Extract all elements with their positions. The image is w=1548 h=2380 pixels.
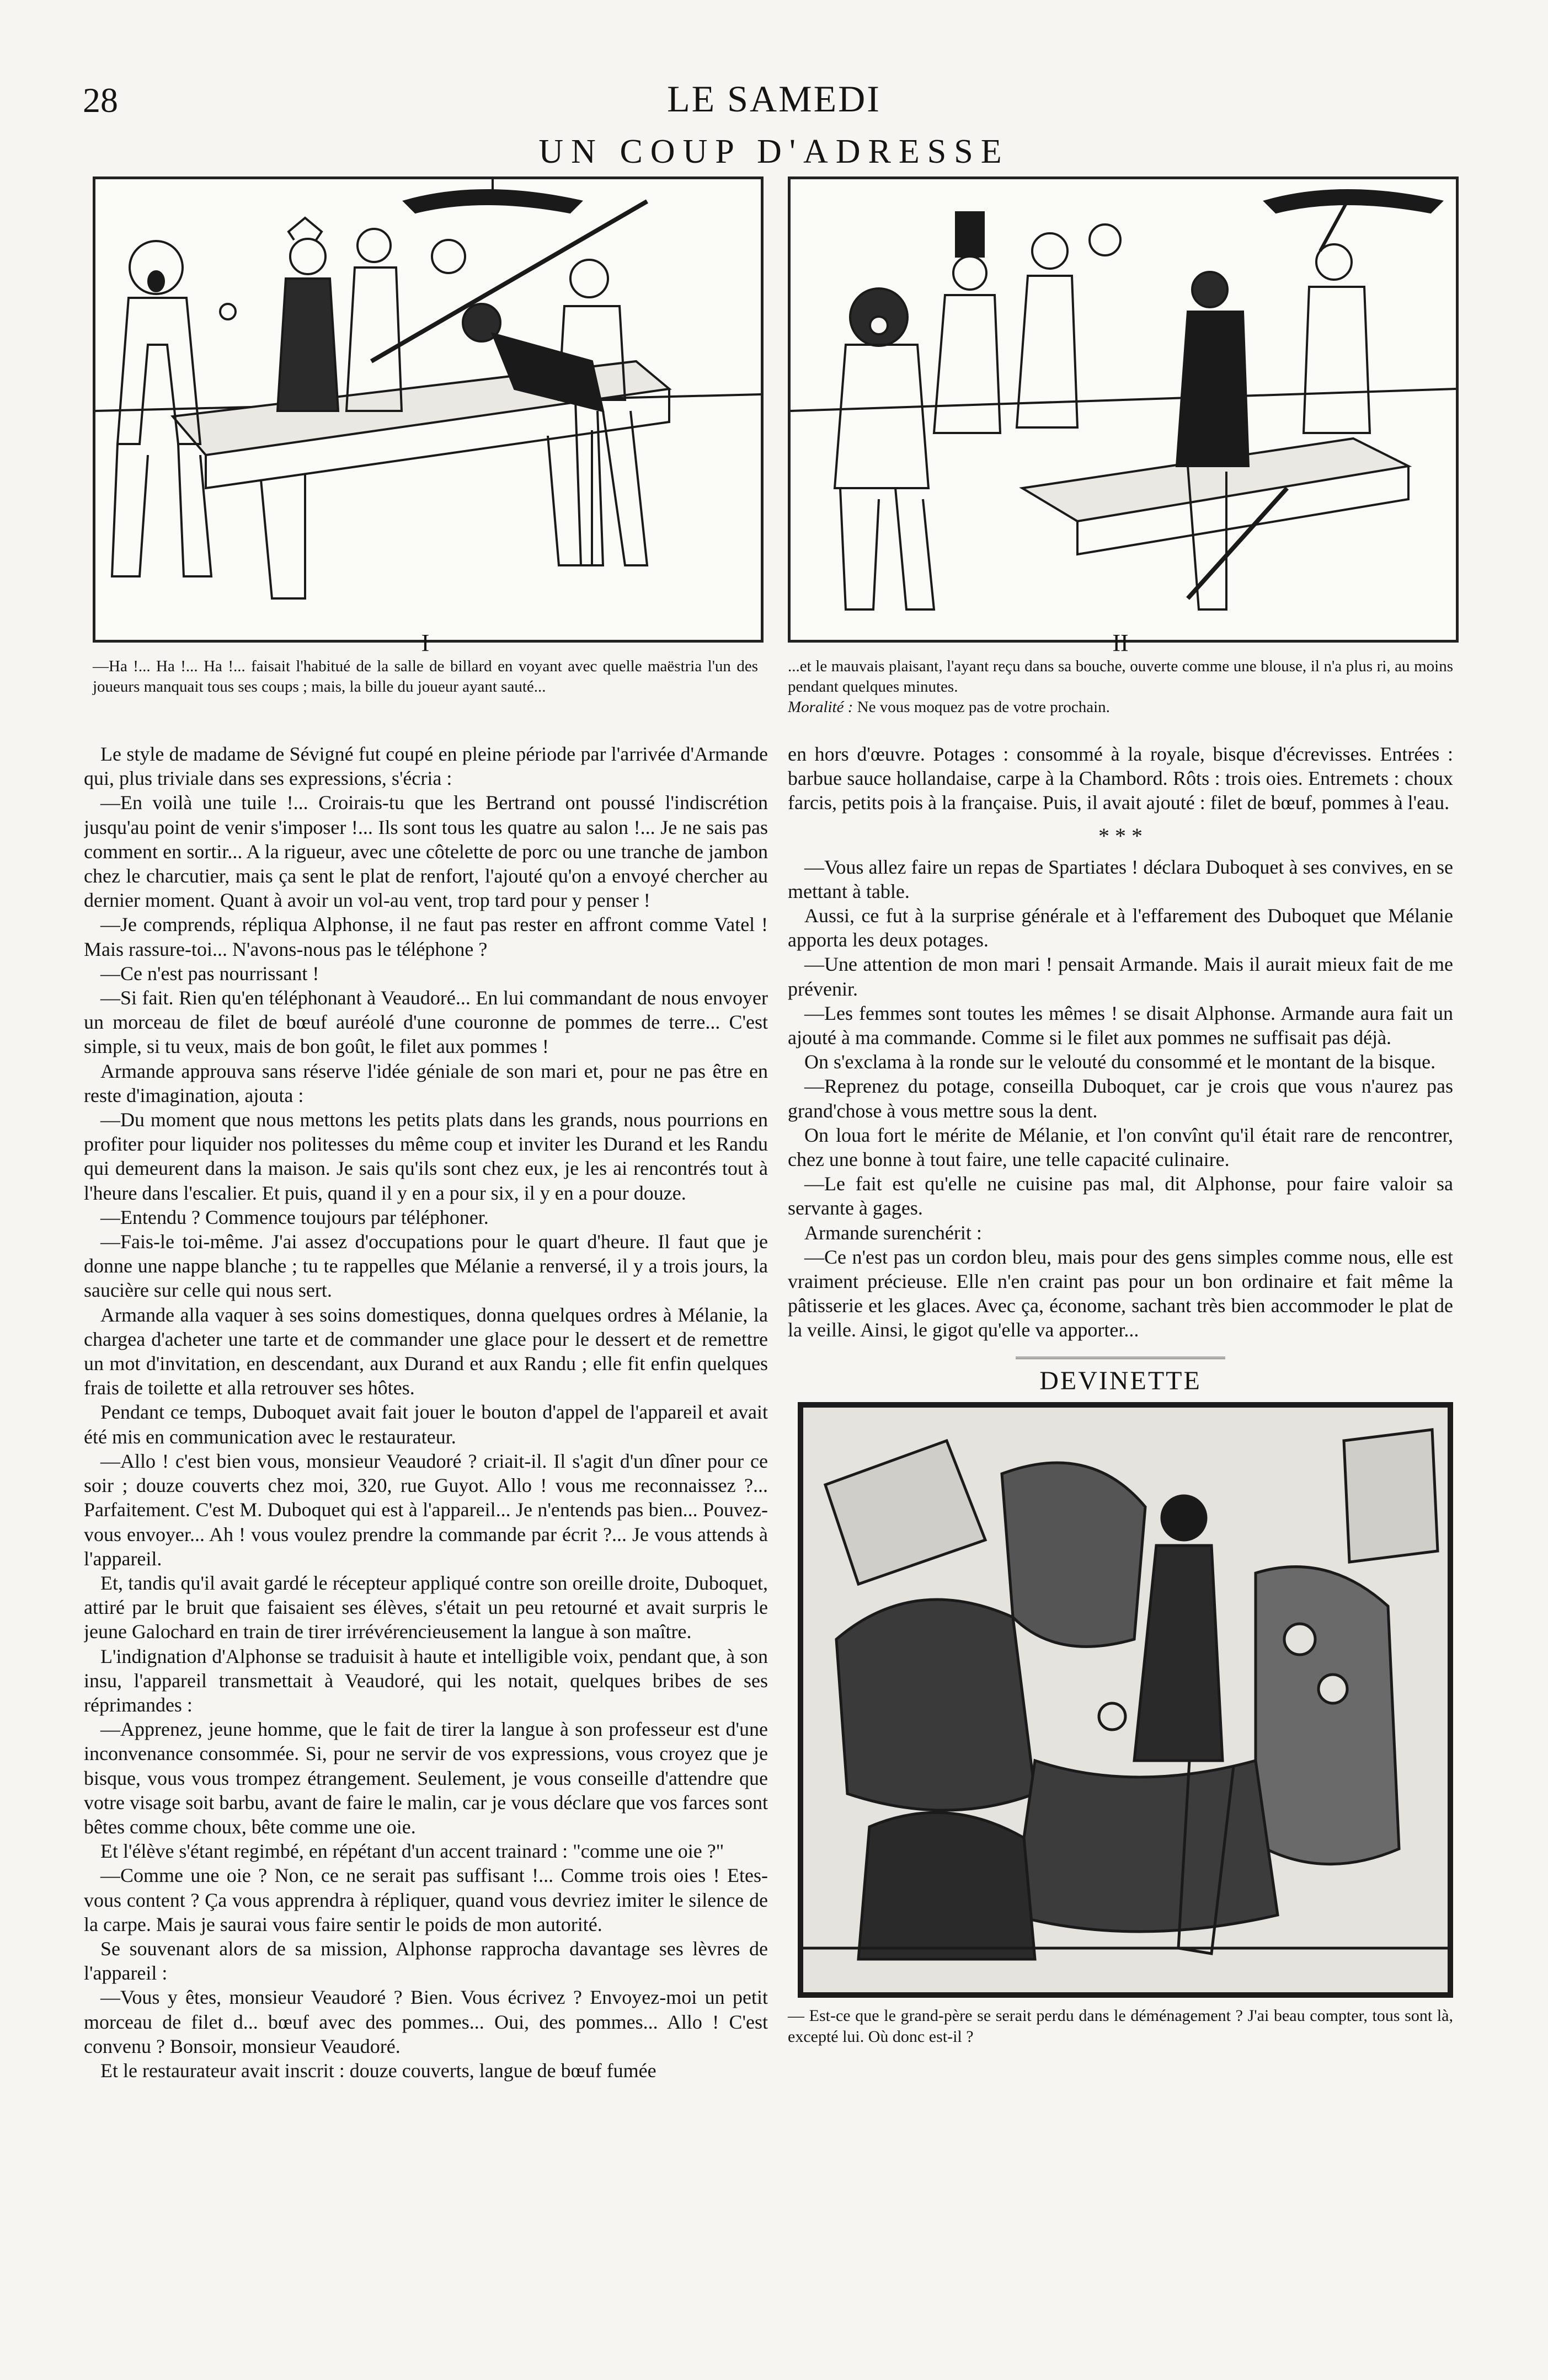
devinette-title: DEVINETTE: [1039, 1366, 1202, 1395]
paragraph: —Je comprends, répliqua Alphonse, il ne faut pas rester en affront comme Vatel ! Mais rassure-toi... N'avons-nous pas le téléphone ?: [84, 913, 768, 960]
paragraph: —Entendu ? Commence toujours par téléphoner.: [100, 1206, 489, 1228]
paragraph: —Vous allez faire un repas de Spartiates ! déclara Duboquet à ses convives, en se mettant à table.: [788, 855, 1453, 902]
paragraph: —Une attention de mon mari ! pensait Armande. Mais il aurait mieux fait de me prévenir.: [788, 953, 1453, 1000]
comic-title: UN COUP D'ADRESSE: [538, 133, 1010, 170]
paragraph: —Apprenez, jeune homme, que le fait de tirer la langue à son professeur est d'une inconvenance consommée. Si, pour ne servir de vos expressions, vous croyez que je bisque, vous vous trompez étrangement. Seulement, je vous conseille d'attendre que votre visage soit barbu, avant de faire le malin, car je vous déclare que vos farces sont bêtes comme choux, bête comme une oie.: [84, 1718, 768, 1838]
section-stars: * * *: [1098, 823, 1143, 848]
devinette-caption: — Est-ce que le grand-père se serait perdu dans le déménagement ? J'ai beau compter, tous sont là, excepté lui. Où donc est-il ?: [788, 2006, 1453, 2046]
panel-2-numeral: II: [1112, 629, 1129, 656]
devinette-illustration: [798, 1402, 1453, 1998]
paragraph: On s'exclama à la ronde sur le velouté du consommé et le montant de la bisque.: [804, 1051, 1436, 1073]
paragraph: —Les femmes sont toutes les mêmes ! se disait Alphonse. Armande aura fait un ajouté à ma commande. Comme si le filet aux pommes ne suffisait pas déjà.: [788, 1002, 1453, 1049]
paragraph: Le style de madame de Sévigné fut coupé en pleine période par l'arrivée d'Armande qui, plus triviale dans ses expressions, s'écria :: [84, 743, 768, 790]
paragraph: —En voilà une tuile !... Croirais-tu que les Bertrand ont poussé l'indiscrétion jusqu'au point de venir s'imposer !... Ils sont tous les quatre au salon !... Je ne sais pas comment en sortir... A la rigueur, avec une côtelette de porc ou une tranche de jambon chez le charcutier, mais ça sent le plat de renfort, l'ajouté qu'on a envoyé chercher au dernier moment. Quant à avoir un vol-au vent, trop tard pour y penser !: [84, 791, 768, 912]
running-title: LE SAMEDI: [667, 78, 881, 120]
paragraph: Et l'élève s'étant regimbé, en répétant d'un accent trainard : "comme une oie ?": [100, 1840, 724, 1863]
comic-panel-2: [788, 177, 1459, 643]
paragraph: On loua fort le mérite de Mélanie, et l'on convînt qu'il était rare de rencontrer, chez une bonne à tout faire, une telle capacité culinaire.: [788, 1124, 1453, 1171]
billiard-scene-illustration-2: [791, 179, 1456, 640]
article-left-column: [84, 742, 768, 2319]
paragraph: —Vous y êtes, monsieur Veaudoré ? Bien. Vous écrivez ? Envoyez-moi un petit morceau de filet d... bœuf avec des pommes... Oui, des pommes... Allo ! C'est convenu ? Bonsoir, monsieur Veaudoré.: [84, 1986, 768, 2057]
paragraph: —Fais-le toi-même. J'ai assez d'occupations pour le quart d'heure. Il faut que je donne une nappe blanche ; tu te rappelles que Mélanie a renversé, il y a trois jours, la saucière sur celle qui nous sert.: [84, 1231, 768, 1302]
page-number: 28: [83, 81, 118, 120]
paragraph: Armande surenchérit :: [804, 1221, 982, 1244]
paragraph: Et le restaurateur avait inscrit : douze couverts, langue de bœuf fumée: [100, 2059, 656, 2082]
paragraph: Se souvenant alors de sa mission, Alphonse rapprocha davantage ses lèvres de l'appareil :: [84, 1937, 768, 1985]
paragraph: —Du moment que nous mettons les petits plats dans les grands, nous pourrions en profiter pour liquider nos politesses du même coup et inviter les Durand et les Randu qui demeurent dans la maison. Je sais qu'ils sont chez eux, je les ai rencontrés tout à l'heure dans l'escalier. Et puis, quand il y en a pour six, il y en a pour douze.: [84, 1109, 768, 1204]
paragraph: —Comme une oie ? Non, ce ne serait pas suffisant !... Comme trois oies ! Etes-vous content ? Ça vous apprendra à répliquer, quand vous devriez imiter le silence de la carpe. Mais je saurai vous faire sentir le poids de mon autorité.: [84, 1864, 768, 1935]
paragraph: Pendant ce temps, Duboquet avait fait jouer le bouton d'appel de l'appareil et avait été mis en communication avec le restaurateur.: [84, 1401, 768, 1448]
panel-2-caption: [788, 656, 1453, 718]
moving-day-puzzle-illustration: [803, 1408, 1448, 1992]
comic-panel-1: [93, 177, 764, 643]
panel-1-caption: —Ha !... Ha !... Ha !... faisait l'habitué de la salle de billard en voyant avec quelle maëstria l'un des joueurs manquait tous ses coups ; mais, la bille du joueur ayant sauté...: [93, 657, 758, 696]
paragraph: L'indignation d'Alphonse se traduisit à haute et intelligible voix, pendant que, à son insu, l'appareil transmettait à Veaudoré, qui les notait, quelques bribes de ses réprimandes :: [84, 1645, 768, 1716]
paragraph: Aussi, ce fut à la surprise générale et à l'effarement des Duboquet que Mélanie apporta les deux potages.: [788, 905, 1453, 951]
panel-2-caption-text: ...et le mauvais plaisant, l'ayant reçu dans sa bouche, ouverte comme une blouse, il n'a plus ri, au moins pendant quelques minutes.: [788, 657, 1453, 696]
section-divider: [1016, 1357, 1225, 1359]
paragraph: —Le fait est qu'elle ne cuisine pas mal, dit Alphonse, pour faire valoir sa servante à gages.: [788, 1173, 1453, 1220]
menu-paragraph: en hors d'œuvre. Potages : consommé à la royale, bisque d'écrevisses. Entrées : barbue sauce hollandaise, carpe à la Chambord. Rôts : trois oies. Entremets : choux farcis, petits pois à la française. Puis, il avait ajouté : filet de bœuf, pommes à l'eau.: [788, 743, 1453, 814]
paragraph: —Allo ! c'est bien vous, monsieur Veaudoré ? criait-il. Il s'agit d'un dîner pour ce soir ; douze couverts chez moi, 320, rue Guyot. Allo ! vous me reconnaissez ?... Parfaitement. C'est M. Duboquet qui est à l'appareil... Je n'entends pas bien... Pouvez-vous envoyer... Ah ! vous voulez prendre la commande par écrit ?... Je vous attends à l'appareil.: [84, 1450, 768, 1570]
billiard-scene-illustration-1: [95, 179, 761, 640]
paragraph: —Si fait. Rien qu'en téléphonant à Veaudoré... En lui commandant de nous envoyer un morceau de filet de bœuf auréolé d'une couronne de pommes de terre... C'est simple, si tu veux, mais de bon goût, le filet aux pommes !: [84, 987, 768, 1058]
moral-text: Ne vous moquez pas de votre prochain.: [857, 698, 1110, 716]
paragraph: —Ce n'est pas nourrissant !: [100, 962, 319, 985]
paragraph: —Reprenez du potage, conseilla Duboquet, car je crois que vous n'aurez pas grand'chose à vous mettre sous la dent.: [788, 1075, 1453, 1122]
article-right-column: [788, 742, 1453, 2047]
paragraph: Armande alla vaquer à ses soins domestiques, donna quelques ordres à Mélanie, la chargea d'acheter une tarte et de commander une glace pour le dessert et de remettre un mot d'invitation, en descendant, aux Durand et aux Randu ; elle fit enfin quelques frais de toilette et alla retrouver ses hôtes.: [84, 1303, 768, 1399]
paragraph: Armande approuva sans réserve l'idée géniale de son mari et, pour ne pas être en reste d'imagination, ajouta :: [84, 1060, 768, 1106]
paragraph: —Ce n'est pas un cordon bleu, mais pour des gens simples comme nous, elle est vraiment précieuse. Elle n'en craint pas pour un bon ordinaire et fait même la pâtisserie et les glaces. Avec ça, économe, sachant très bien accommoder le plat de la veille. Ainsi, le gigot qu'elle va apporter...: [788, 1245, 1453, 1341]
panel-1-numeral: I: [421, 629, 430, 656]
moral-label: Moralité :: [788, 698, 853, 716]
paragraph: Et, tandis qu'il avait gardé le récepteur appliqué contre son oreille droite, Duboquet, attiré par le bruit que faisaient ses élèves, s'était un peu retourné et avait surpris le jeune Galochard en train de tirer irrévérencieusement la langue à son maître.: [84, 1571, 768, 1643]
